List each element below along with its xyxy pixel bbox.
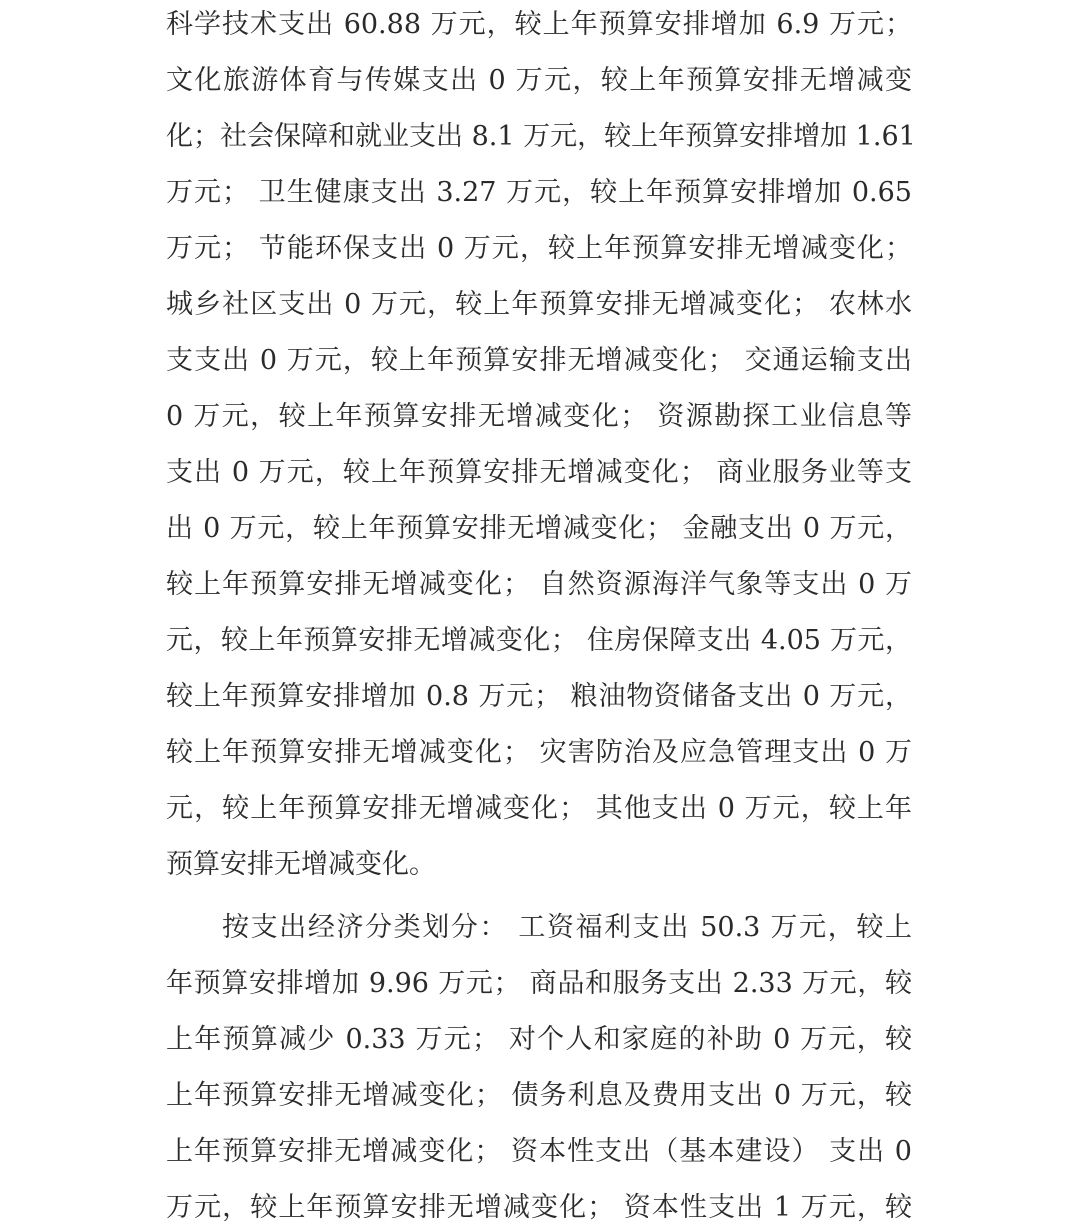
text-line: 上年预算减少 0.33 万元； 对个人和家庭的补助 0 万元，较 bbox=[166, 1024, 912, 1055]
text-line: 科学技术支出 60.88 万元，较上年预算安排增加 6.9 万元； bbox=[166, 9, 912, 40]
text-line: 出 0 万元，较上年预算安排无增减变化； 金融支出 0 万元， bbox=[166, 513, 912, 544]
text-line: 较上年预算安排无增减变化； 灾害防治及应急管理支出 0 万 bbox=[166, 737, 912, 768]
text-line: 城乡社区支出 0 万元，较上年预算安排无增减变化； 农林水 bbox=[166, 289, 912, 320]
text-line: 0 万元，较上年预算安排无增减变化； 资源勘探工业信息等 bbox=[166, 401, 912, 432]
text-line: 年预算安排增加 9.96 万元； 商品和服务支出 2.33 万元，较 bbox=[166, 968, 912, 999]
text-line: 元，较上年预算安排无增减变化； 其他支出 0 万元，较上年 bbox=[166, 793, 912, 824]
text-line: 化；社会保障和就业支出 8.1 万元，较上年预算安排增加 1.61 bbox=[166, 121, 916, 152]
text-line: 上年预算安排无增减变化； 资本性支出（基本建设） 支出 0 bbox=[166, 1136, 912, 1167]
text-line: 万元； 卫生健康支出 3.27 万元，较上年预算安排增加 0.65 bbox=[166, 177, 912, 208]
text-line: 文化旅游体育与传媒支出 0 万元，较上年预算安排无增减变 bbox=[166, 65, 912, 96]
text-line: 元，较上年预算安排无增减变化； 住房保障支出 4.05 万元， bbox=[166, 625, 912, 656]
text-line: 万元，较上年预算安排无增减变化； 资本性支出 1 万元，较 bbox=[166, 1192, 912, 1223]
text-line: 支出 0 万元，较上年预算安排无增减变化； 商业服务业等支 bbox=[166, 457, 912, 488]
text-line: 万元； 节能环保支出 0 万元，较上年预算安排无增减变化； bbox=[166, 233, 912, 264]
text-line: 预算安排无增减变化。 bbox=[166, 849, 436, 880]
text-line: 较上年预算安排无增减变化； 自然资源海洋气象等支出 0 万 bbox=[166, 569, 912, 600]
paragraph-first-line: 按支出经济分类划分： 工资福利支出 50.3 万元，较上 bbox=[222, 912, 912, 943]
text-line: 支支出 0 万元，较上年预算安排无增减变化； 交通运输支出 bbox=[166, 345, 912, 376]
text-line: 上年预算安排无增减变化； 债务利息及费用支出 0 万元，较 bbox=[166, 1080, 912, 1111]
text-line: 较上年预算安排增加 0.8 万元； 粮油物资储备支出 0 万元， bbox=[166, 681, 912, 712]
